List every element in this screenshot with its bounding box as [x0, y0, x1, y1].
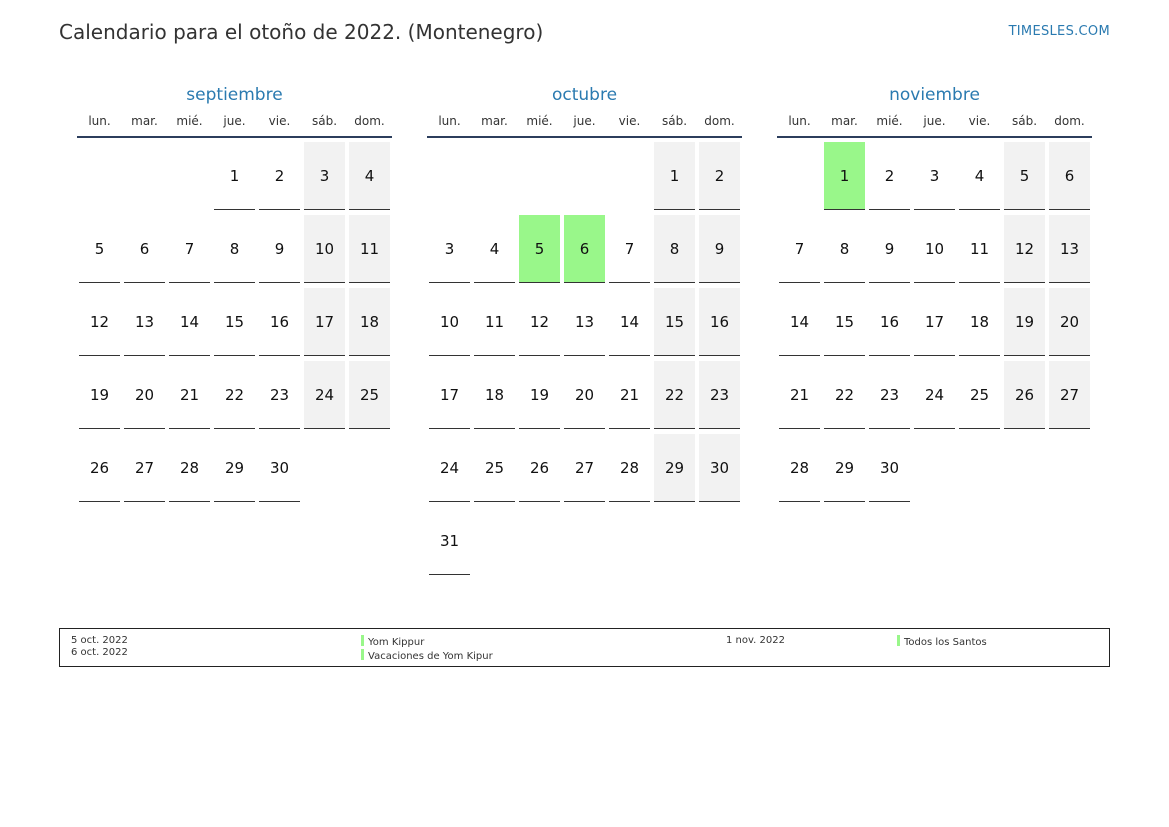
- day-cell[interactable]: [867, 215, 912, 288]
- month-octubre: [427, 82, 742, 580]
- legend-names-left: [361, 635, 493, 663]
- day-cell[interactable]: [212, 288, 257, 361]
- day-cell[interactable]: [1002, 288, 1047, 361]
- day-cell[interactable]: [1047, 288, 1092, 361]
- day-cell[interactable]: [472, 215, 517, 288]
- day-number: 6: [564, 215, 605, 283]
- day-cell[interactable]: [777, 288, 822, 361]
- day-cell[interactable]: [1002, 215, 1047, 288]
- empty-cell: [957, 434, 1002, 507]
- day-number: 13: [564, 288, 605, 356]
- day-number: 10: [304, 215, 345, 283]
- weekday-header: [427, 114, 742, 138]
- legend-entry: [361, 635, 493, 649]
- legend-date: 1 nov. 2022: [726, 635, 785, 646]
- day-cell[interactable]: [212, 215, 257, 288]
- day-number: 20: [564, 361, 605, 429]
- day-number: 30: [699, 434, 740, 502]
- day-cell[interactable]: [607, 361, 652, 434]
- weekday-label: jue.: [223, 114, 246, 128]
- day-cell[interactable]: [607, 215, 652, 288]
- weekday-label: mar.: [831, 114, 858, 128]
- day-number: 19: [519, 361, 560, 429]
- day-number: 3: [914, 142, 955, 210]
- week-row: [77, 142, 392, 215]
- day-number: 11: [959, 215, 1000, 283]
- day-cell[interactable]: [122, 215, 167, 288]
- day-cell[interactable]: [867, 434, 912, 507]
- day-cell[interactable]: [77, 434, 122, 507]
- day-number: [914, 434, 955, 502]
- empty-cell: [517, 142, 562, 215]
- day-cell[interactable]: [562, 288, 607, 361]
- empty-cell: [427, 142, 472, 215]
- day-cell[interactable]: [777, 434, 822, 507]
- day-cell[interactable]: [257, 215, 302, 288]
- day-number: [609, 507, 650, 575]
- day-number: 23: [869, 361, 910, 429]
- page-title: Calendario para el otoño de 2022. (Montenegro): [59, 20, 544, 44]
- day-cell[interactable]: [867, 288, 912, 361]
- day-number: 24: [429, 434, 470, 502]
- month-title: septiembre: [186, 85, 283, 105]
- day-cell[interactable]: [697, 215, 742, 288]
- day-cell[interactable]: [1047, 215, 1092, 288]
- day-cell[interactable]: [652, 288, 697, 361]
- empty-cell: [777, 142, 822, 215]
- empty-cell: [472, 507, 517, 580]
- day-number: 1: [824, 142, 865, 210]
- day-cell[interactable]: [697, 361, 742, 434]
- day-number: 31: [429, 507, 470, 575]
- day-number: 27: [124, 434, 165, 502]
- weekday-label: mié.: [526, 114, 553, 128]
- day-cell[interactable]: [697, 434, 742, 507]
- empty-cell: [562, 142, 607, 215]
- day-grid: [77, 142, 392, 507]
- weekday-label: dom.: [704, 114, 735, 128]
- day-cell[interactable]: [427, 434, 472, 507]
- legend-name: Vacaciones de Yom Kipur: [368, 651, 493, 662]
- day-cell[interactable]: [652, 361, 697, 434]
- day-cell[interactable]: [912, 215, 957, 288]
- day-cell[interactable]: [122, 288, 167, 361]
- day-number: 15: [654, 288, 695, 356]
- day-cell[interactable]: [427, 288, 472, 361]
- day-cell[interactable]: [957, 142, 1002, 215]
- day-number: [474, 142, 515, 210]
- empty-cell: [167, 142, 212, 215]
- weekday-label: lun.: [438, 114, 461, 128]
- day-number: 22: [824, 361, 865, 429]
- week-row: [77, 434, 392, 507]
- legend-entry: [897, 635, 987, 649]
- day-number: 11: [349, 215, 390, 283]
- day-number: 25: [959, 361, 1000, 429]
- day-cell[interactable]: [607, 288, 652, 361]
- weekday-label: sáb.: [661, 114, 688, 128]
- day-number: 17: [304, 288, 345, 356]
- day-cell[interactable]: [562, 434, 607, 507]
- weekday-label: vie.: [968, 114, 991, 128]
- day-cell[interactable]: [777, 215, 822, 288]
- day-number: 23: [699, 361, 740, 429]
- day-cell[interactable]: [777, 361, 822, 434]
- day-cell[interactable]: [77, 215, 122, 288]
- legend-name: Yom Kippur: [368, 637, 425, 648]
- day-number: 14: [169, 288, 210, 356]
- day-cell[interactable]: [697, 142, 742, 215]
- day-number: 27: [1049, 361, 1090, 429]
- day-number: [429, 142, 470, 210]
- day-number: 13: [1049, 215, 1090, 283]
- day-number: 3: [304, 142, 345, 210]
- day-number: 6: [124, 215, 165, 283]
- day-number: [1004, 434, 1045, 502]
- day-number: [564, 507, 605, 575]
- day-cell[interactable]: [517, 215, 562, 288]
- day-cell[interactable]: [822, 142, 867, 215]
- day-cell[interactable]: [912, 142, 957, 215]
- empty-cell: [697, 507, 742, 580]
- day-number: 2: [259, 142, 300, 210]
- day-number: [609, 142, 650, 210]
- legend-names-right: [897, 635, 987, 649]
- legend-entry: [361, 649, 493, 663]
- day-cell[interactable]: [1047, 142, 1092, 215]
- day-cell[interactable]: [167, 434, 212, 507]
- day-cell[interactable]: [822, 361, 867, 434]
- day-number: 20: [1049, 288, 1090, 356]
- day-number: 7: [609, 215, 650, 283]
- week-row: [77, 215, 392, 288]
- empty-cell: [302, 434, 347, 507]
- empty-cell: [562, 507, 607, 580]
- legend-name: Todos los Santos: [904, 637, 987, 648]
- day-cell[interactable]: [347, 215, 392, 288]
- legend-dates-left: [71, 635, 128, 659]
- day-number: [519, 142, 560, 210]
- day-number: 16: [699, 288, 740, 356]
- day-number: 25: [349, 361, 390, 429]
- week-row: [427, 434, 742, 507]
- month-noviembre: [777, 82, 1092, 507]
- day-number: 28: [169, 434, 210, 502]
- day-cell[interactable]: [652, 142, 697, 215]
- day-number: 11: [474, 288, 515, 356]
- day-cell[interactable]: [257, 361, 302, 434]
- legend-date: 6 oct. 2022: [71, 647, 128, 658]
- day-cell[interactable]: [562, 361, 607, 434]
- day-number: 29: [654, 434, 695, 502]
- weekday-label: mar.: [131, 114, 158, 128]
- day-number: [349, 434, 390, 502]
- day-number: [959, 434, 1000, 502]
- day-cell[interactable]: [302, 142, 347, 215]
- day-cell[interactable]: [697, 288, 742, 361]
- day-cell[interactable]: [957, 361, 1002, 434]
- day-number: 8: [654, 215, 695, 283]
- day-cell[interactable]: [1002, 142, 1047, 215]
- day-cell[interactable]: [957, 215, 1002, 288]
- day-grid: [777, 142, 1092, 507]
- week-row: [77, 288, 392, 361]
- day-cell[interactable]: [122, 361, 167, 434]
- holiday-marker: [361, 635, 364, 646]
- weekday-header: [77, 114, 392, 138]
- day-number: 21: [779, 361, 820, 429]
- day-number: 21: [609, 361, 650, 429]
- day-cell[interactable]: [347, 288, 392, 361]
- day-number: [304, 434, 345, 502]
- day-cell[interactable]: [867, 361, 912, 434]
- day-number: [699, 507, 740, 575]
- weekday-label: dom.: [1054, 114, 1085, 128]
- day-number: 12: [519, 288, 560, 356]
- day-number: 26: [79, 434, 120, 502]
- day-cell[interactable]: [822, 288, 867, 361]
- empty-cell: [472, 142, 517, 215]
- day-number: 26: [1004, 361, 1045, 429]
- day-cell[interactable]: [212, 361, 257, 434]
- day-number: [124, 142, 165, 210]
- empty-cell: [1047, 434, 1092, 507]
- day-number: [654, 507, 695, 575]
- week-row: [427, 215, 742, 288]
- day-number: 7: [779, 215, 820, 283]
- day-number: [564, 142, 605, 210]
- legend-date: 5 oct. 2022: [71, 635, 128, 646]
- day-cell[interactable]: [212, 142, 257, 215]
- day-number: 21: [169, 361, 210, 429]
- day-cell[interactable]: [257, 434, 302, 507]
- weekday-label: sáb.: [1011, 114, 1038, 128]
- day-number: 16: [869, 288, 910, 356]
- day-number: 30: [259, 434, 300, 502]
- day-number: 24: [914, 361, 955, 429]
- day-number: 5: [1004, 142, 1045, 210]
- weekday-label: sáb.: [311, 114, 338, 128]
- weekday-label: mié.: [176, 114, 203, 128]
- empty-cell: [652, 507, 697, 580]
- day-number: 3: [429, 215, 470, 283]
- empty-cell: [517, 507, 562, 580]
- day-number: 15: [214, 288, 255, 356]
- day-cell[interactable]: [607, 434, 652, 507]
- day-number: 8: [214, 215, 255, 283]
- empty-cell: [1002, 434, 1047, 507]
- day-number: 22: [654, 361, 695, 429]
- day-cell[interactable]: [517, 434, 562, 507]
- day-number: 30: [869, 434, 910, 502]
- day-number: 22: [214, 361, 255, 429]
- day-number: 14: [609, 288, 650, 356]
- week-row: [427, 288, 742, 361]
- day-cell[interactable]: [652, 434, 697, 507]
- day-number: 10: [914, 215, 955, 283]
- day-number: 4: [349, 142, 390, 210]
- week-row: [77, 361, 392, 434]
- day-number: [79, 142, 120, 210]
- day-cell[interactable]: [822, 215, 867, 288]
- day-number: 8: [824, 215, 865, 283]
- weekday-label: vie.: [268, 114, 291, 128]
- day-cell[interactable]: [167, 215, 212, 288]
- day-number: 4: [474, 215, 515, 283]
- day-number: 17: [914, 288, 955, 356]
- empty-cell: [912, 434, 957, 507]
- day-number: 12: [79, 288, 120, 356]
- day-number: 16: [259, 288, 300, 356]
- week-row: [427, 361, 742, 434]
- day-cell[interactable]: [167, 361, 212, 434]
- week-row: [777, 434, 1092, 507]
- week-row: [777, 215, 1092, 288]
- day-number: 19: [1004, 288, 1045, 356]
- day-cell[interactable]: [77, 361, 122, 434]
- day-number: 4: [959, 142, 1000, 210]
- weekday-header: [777, 114, 1092, 138]
- month-title: octubre: [551, 85, 618, 105]
- day-cell[interactable]: [472, 288, 517, 361]
- empty-cell: [607, 142, 652, 215]
- day-cell[interactable]: [912, 288, 957, 361]
- week-row: [777, 142, 1092, 215]
- day-number: [169, 142, 210, 210]
- day-number: 18: [959, 288, 1000, 356]
- day-cell[interactable]: [77, 288, 122, 361]
- day-cell[interactable]: [167, 288, 212, 361]
- day-number: 18: [349, 288, 390, 356]
- day-cell[interactable]: [347, 361, 392, 434]
- week-row: [777, 361, 1092, 434]
- day-number: 5: [79, 215, 120, 283]
- day-number: 2: [869, 142, 910, 210]
- weekday-label: lun.: [788, 114, 811, 128]
- empty-cell: [607, 507, 652, 580]
- weekday-label: mié.: [876, 114, 903, 128]
- weekday-label: lun.: [88, 114, 111, 128]
- day-cell[interactable]: [302, 361, 347, 434]
- day-number: 15: [824, 288, 865, 356]
- day-number: [519, 507, 560, 575]
- day-cell[interactable]: [427, 507, 472, 580]
- day-grid: [427, 142, 742, 580]
- day-number: 12: [1004, 215, 1045, 283]
- day-cell[interactable]: [472, 361, 517, 434]
- day-cell[interactable]: [427, 361, 472, 434]
- day-cell[interactable]: [472, 434, 517, 507]
- week-row: [427, 142, 742, 215]
- day-cell[interactable]: [427, 215, 472, 288]
- day-number: 9: [869, 215, 910, 283]
- empty-cell: [77, 142, 122, 215]
- day-number: 17: [429, 361, 470, 429]
- day-cell[interactable]: [122, 434, 167, 507]
- month-title: noviembre: [889, 85, 980, 105]
- day-number: 24: [304, 361, 345, 429]
- month-septiembre: [77, 82, 392, 507]
- day-number: 7: [169, 215, 210, 283]
- day-cell[interactable]: [562, 215, 607, 288]
- day-number: 1: [654, 142, 695, 210]
- day-cell[interactable]: [517, 288, 562, 361]
- day-cell[interactable]: [517, 361, 562, 434]
- day-number: [779, 142, 820, 210]
- day-cell[interactable]: [1002, 361, 1047, 434]
- day-cell[interactable]: [347, 142, 392, 215]
- day-number: 2: [699, 142, 740, 210]
- empty-cell: [347, 434, 392, 507]
- day-number: [1049, 434, 1090, 502]
- day-number: 26: [519, 434, 560, 502]
- day-cell[interactable]: [1047, 361, 1092, 434]
- week-row: [427, 507, 742, 580]
- day-number: 1: [214, 142, 255, 210]
- day-number: 6: [1049, 142, 1090, 210]
- holiday-legend: [59, 628, 1110, 667]
- day-cell[interactable]: [302, 215, 347, 288]
- site-link[interactable]: TIMESLES.COM: [1008, 24, 1110, 39]
- day-number: 13: [124, 288, 165, 356]
- day-number: 29: [824, 434, 865, 502]
- day-cell[interactable]: [257, 288, 302, 361]
- day-number: 5: [519, 215, 560, 283]
- weekday-label: mar.: [481, 114, 508, 128]
- day-number: 29: [214, 434, 255, 502]
- day-cell[interactable]: [867, 142, 912, 215]
- weekday-label: jue.: [573, 114, 596, 128]
- day-number: 9: [259, 215, 300, 283]
- weekday-label: jue.: [923, 114, 946, 128]
- day-number: [474, 507, 515, 575]
- day-number: 25: [474, 434, 515, 502]
- day-number: 18: [474, 361, 515, 429]
- day-number: 14: [779, 288, 820, 356]
- week-row: [777, 288, 1092, 361]
- day-cell[interactable]: [302, 288, 347, 361]
- day-cell[interactable]: [652, 215, 697, 288]
- holiday-marker: [361, 649, 364, 660]
- day-cell[interactable]: [912, 361, 957, 434]
- day-number: 28: [609, 434, 650, 502]
- day-number: 20: [124, 361, 165, 429]
- day-cell[interactable]: [822, 434, 867, 507]
- weekday-label: dom.: [354, 114, 385, 128]
- legend-dates-right: [726, 635, 785, 647]
- day-number: 19: [79, 361, 120, 429]
- day-cell[interactable]: [212, 434, 257, 507]
- day-cell[interactable]: [957, 288, 1002, 361]
- day-number: 27: [564, 434, 605, 502]
- day-number: 10: [429, 288, 470, 356]
- day-number: 28: [779, 434, 820, 502]
- day-number: 23: [259, 361, 300, 429]
- day-number: 9: [699, 215, 740, 283]
- day-cell[interactable]: [257, 142, 302, 215]
- empty-cell: [122, 142, 167, 215]
- holiday-marker: [897, 635, 900, 646]
- weekday-label: vie.: [618, 114, 641, 128]
